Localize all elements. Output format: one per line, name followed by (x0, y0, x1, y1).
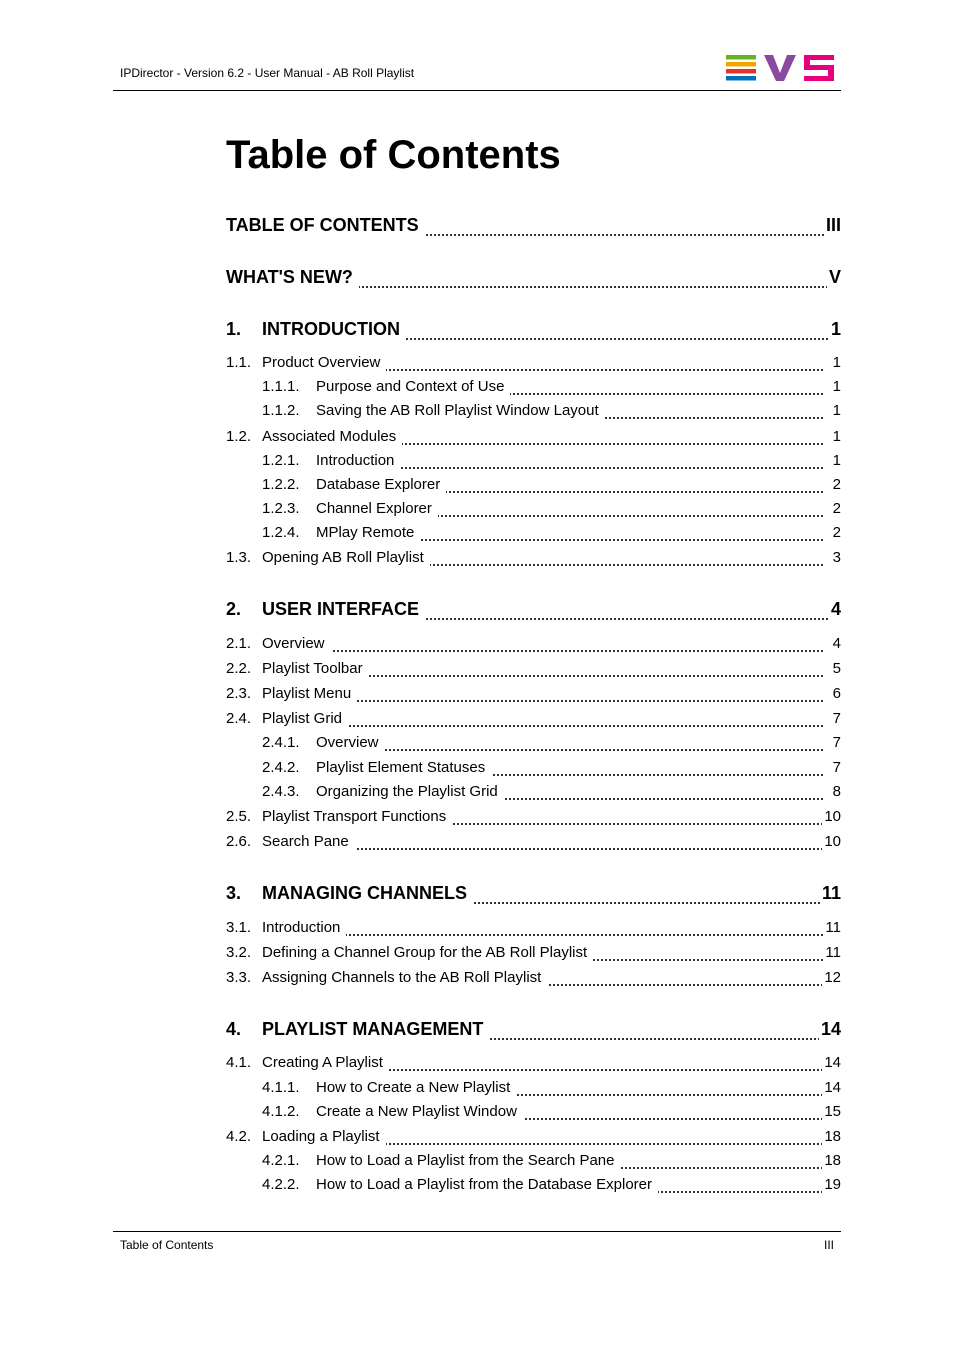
toc-entry-number: 2.2. (226, 660, 252, 677)
toc-entry[interactable] (0, 944, 954, 966)
toc-entry-title: USER INTERFACE (262, 599, 425, 620)
toc-entry-title: How to Load a Playlist from the Search Pane (316, 1152, 621, 1169)
toc-entry-number: 4.2.1. (262, 1152, 300, 1169)
toc-entry-page: 15 (824, 1103, 841, 1120)
toc-leader-dots (262, 650, 823, 652)
footer-page-number: III (823, 1238, 834, 1252)
toc-entry-title: Creating A Playlist (262, 1054, 389, 1071)
toc-entry-page: 6 (832, 685, 841, 702)
toc-entry-number: 1. (226, 319, 242, 339)
footer-section-title: Table of Contents (120, 1238, 214, 1252)
toc-entry-title: Product Overview (262, 354, 386, 371)
toc-entry[interactable] (0, 660, 954, 682)
toc-entry-page: 1 (832, 428, 841, 445)
toc-entry-title: Playlist Element Statuses (316, 759, 491, 776)
toc-entry[interactable] (0, 354, 954, 376)
toc-entry-title: Organizing the Playlist Grid (316, 783, 504, 800)
toc-entry-title: Associated Modules (262, 428, 402, 445)
toc-entry-title: Introduction (316, 452, 400, 469)
toc-entry-number: 4.2.2. (262, 1176, 300, 1193)
toc-entry-page: 19 (824, 1176, 841, 1193)
toc-entry-number: 4.2. (226, 1128, 252, 1145)
toc-entry-number: 2.4. (226, 710, 252, 727)
toc-entry-number: 3.2. (226, 944, 252, 961)
toc-entry-title: Channel Explorer (316, 500, 438, 517)
toc-entry-page: III (825, 215, 841, 235)
toc-entry-page: 2 (832, 476, 841, 493)
toc-entry[interactable] (0, 919, 954, 941)
toc-entry-number: 1.2. (226, 428, 252, 445)
toc-entry-number: 2.3. (226, 685, 252, 702)
toc-entry[interactable] (0, 402, 954, 424)
toc-entry-number: 2.4.1. (262, 734, 300, 751)
toc-entry-page: 14 (820, 1019, 841, 1039)
toc-entry-title: TABLE OF CONTENTS (226, 215, 425, 236)
toc-entry-title: Playlist Transport Functions (262, 808, 452, 825)
toc-leader-dots (316, 749, 823, 751)
toc-entry[interactable] (0, 378, 954, 400)
toc-entry-title: Loading a Playlist (262, 1128, 386, 1145)
toc-entry[interactable] (0, 883, 954, 905)
toc-entry-number: 1.1.2. (262, 402, 300, 419)
running-header: IPDirector - Version 6.2 - User Manual - AB Roll Playlist (120, 66, 415, 80)
toc-entry[interactable] (0, 267, 954, 289)
toc-entry[interactable] (0, 1128, 954, 1150)
toc-entry-page: 18 (824, 1128, 841, 1145)
toc-entry[interactable] (0, 1103, 954, 1125)
toc-entry-title: Search Pane (262, 833, 355, 850)
toc-entry-title: Assigning Channels to the AB Roll Playlist (262, 969, 547, 986)
toc-entry[interactable] (0, 500, 954, 522)
toc-entry[interactable] (0, 452, 954, 474)
toc-entry-number: 4.1. (226, 1054, 252, 1071)
toc-entry[interactable] (0, 599, 954, 621)
toc-entry-title: MPlay Remote (316, 524, 420, 541)
toc-entry-page: 18 (824, 1152, 841, 1169)
toc-entry-number: 3. (226, 883, 242, 903)
toc-entry-page: 10 (824, 833, 841, 850)
toc-entry-number: 4. (226, 1019, 242, 1039)
toc-entry-page: 1 (830, 319, 841, 339)
toc-entry-title: Saving the AB Roll Playlist Window Layout (316, 402, 605, 419)
toc-entry-page: 8 (832, 783, 841, 800)
toc-entry[interactable] (0, 1152, 954, 1174)
toc-entry[interactable] (0, 476, 954, 498)
toc-entry-title: Database Explorer (316, 476, 446, 493)
toc-entry-number: 1.2.2. (262, 476, 300, 493)
toc-entry-title: Playlist Grid (262, 710, 348, 727)
toc-entry-page: 11 (825, 944, 841, 961)
toc-entry-page: 2 (832, 524, 841, 541)
toc-entry-title: Overview (262, 635, 331, 652)
toc-entry-page: 1 (832, 354, 841, 371)
toc-entry-page: 14 (824, 1079, 841, 1096)
header-rule (113, 90, 841, 91)
toc-entry-title: Playlist Toolbar (262, 660, 369, 677)
toc-entry[interactable] (0, 215, 954, 237)
page-title: Table of Contents (226, 133, 561, 177)
toc-entry-page: 12 (824, 969, 841, 986)
toc-entry[interactable] (0, 635, 954, 657)
toc-entry-title: Overview (316, 734, 385, 751)
toc-entry-number: 2.6. (226, 833, 252, 850)
toc-entry-title: Create a New Playlist Window (316, 1103, 523, 1120)
toc-entry-page: 11 (825, 919, 841, 936)
toc-entry-title: INTRODUCTION (262, 319, 406, 340)
toc-entry-page: 10 (824, 808, 841, 825)
toc-entry-number: 2.4.3. (262, 783, 300, 800)
toc-entry-number: 1.1. (226, 354, 252, 371)
toc-entry-page: 5 (832, 660, 841, 677)
toc-entry-number: 2. (226, 599, 242, 619)
toc-entry-number: 1.2.4. (262, 524, 300, 541)
toc-entry-title: MANAGING CHANNELS (262, 883, 473, 904)
toc-entry[interactable] (0, 1079, 954, 1101)
evs-logo (726, 54, 834, 82)
toc-entry-page: 2 (832, 500, 841, 517)
toc-entry-number: 1.2.1. (262, 452, 300, 469)
toc-entry[interactable] (0, 319, 954, 341)
toc-entry[interactable] (0, 969, 954, 991)
toc-entry[interactable] (0, 710, 954, 732)
toc-entry[interactable] (0, 1019, 954, 1041)
toc-entry-title: Introduction (262, 919, 346, 936)
toc-entry[interactable] (0, 808, 954, 830)
toc-entry-title: Purpose and Context of Use (316, 378, 510, 395)
toc-entry-page: 4 (832, 635, 841, 652)
toc-entry-number: 4.1.2. (262, 1103, 300, 1120)
toc-entry-page: 1 (832, 378, 841, 395)
toc-entry-title: How to Create a New Playlist (316, 1079, 516, 1096)
toc-entry[interactable] (0, 833, 954, 855)
toc-entry-number: 3.1. (226, 919, 252, 936)
toc-entry-number: 2.4.2. (262, 759, 300, 776)
toc-entry-number: 1.2.3. (262, 500, 300, 517)
toc-entry[interactable] (0, 783, 954, 805)
toc-entry-page: 7 (832, 710, 841, 727)
toc-entry-page: 1 (832, 452, 841, 469)
toc-entry[interactable] (0, 549, 954, 571)
toc-entry-number: 4.1.1. (262, 1079, 300, 1096)
toc-entry-title: Opening AB Roll Playlist (262, 549, 430, 566)
toc-entry-page: 14 (824, 1054, 841, 1071)
toc-entry-page: 3 (832, 549, 841, 566)
toc-entry[interactable] (0, 759, 954, 781)
toc-entry-number: 3.3. (226, 969, 252, 986)
toc-entry[interactable] (0, 428, 954, 450)
toc-entry-title: Playlist Menu (262, 685, 357, 702)
toc-entry[interactable] (0, 1176, 954, 1198)
toc-entry-number: 2.1. (226, 635, 252, 652)
toc-entry-number: 1.1.1. (262, 378, 300, 395)
toc-entry-title: How to Load a Playlist from the Database Explorer (316, 1176, 658, 1193)
toc-entry-page: 1 (832, 402, 841, 419)
toc-entry-page: 11 (821, 883, 841, 903)
toc-entry-title: WHAT'S NEW? (226, 267, 359, 288)
toc-entry[interactable] (0, 734, 954, 756)
toc-entry-page: V (828, 267, 841, 287)
toc-entry-page: 7 (832, 759, 841, 776)
toc-entry-number: 1.3. (226, 549, 252, 566)
toc-entry-number: 2.5. (226, 808, 252, 825)
toc-entry-title: Defining a Channel Group for the AB Roll Playlist (262, 944, 593, 961)
toc-entry[interactable] (0, 685, 954, 707)
toc-entry[interactable] (0, 1054, 954, 1076)
toc-entry-page: 7 (832, 734, 841, 751)
toc-entry[interactable] (0, 524, 954, 546)
toc-entry-page: 4 (830, 599, 841, 619)
toc-entry-title: PLAYLIST MANAGEMENT (262, 1019, 489, 1040)
footer-rule (113, 1231, 841, 1232)
